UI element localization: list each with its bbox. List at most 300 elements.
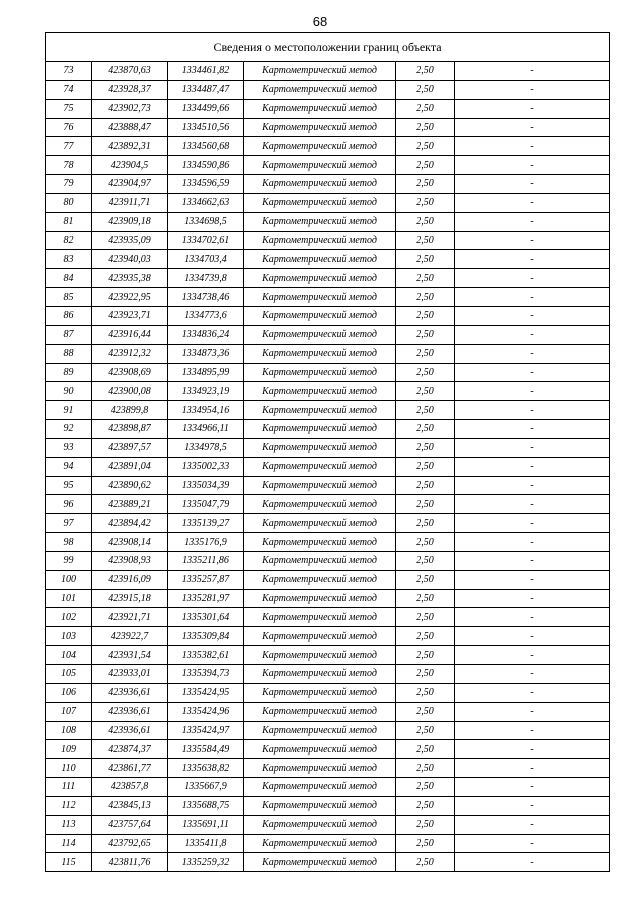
table-row <box>46 231 610 250</box>
description-cell: - <box>455 401 610 420</box>
y-coordinate-cell: 1335139,27 <box>168 514 244 533</box>
x-coordinate-cell: 423792,65 <box>92 834 168 853</box>
description-cell: - <box>455 288 610 307</box>
table-row <box>46 156 610 175</box>
point-number-cell: 94 <box>46 457 92 476</box>
point-number-cell: 106 <box>46 683 92 702</box>
accuracy-cell: 2,50 <box>396 250 455 269</box>
x-coordinate-cell: 423845,13 <box>92 796 168 815</box>
point-number-cell: 88 <box>46 344 92 363</box>
description-cell: - <box>455 344 610 363</box>
x-coordinate-cell: 423874,37 <box>92 740 168 759</box>
table-row <box>46 533 610 552</box>
point-number-cell: 90 <box>46 382 92 401</box>
y-coordinate-cell: 1334698,5 <box>168 212 244 231</box>
point-number-cell: 89 <box>46 363 92 382</box>
accuracy-cell: 2,50 <box>396 495 455 514</box>
description-cell: - <box>455 137 610 156</box>
description-cell: - <box>455 269 610 288</box>
point-number-cell: 96 <box>46 495 92 514</box>
y-coordinate-cell: 1334560,68 <box>168 137 244 156</box>
accuracy-cell: 2,50 <box>396 99 455 118</box>
point-number-cell: 100 <box>46 570 92 589</box>
description-cell: - <box>455 702 610 721</box>
accuracy-cell: 2,50 <box>396 156 455 175</box>
x-coordinate-cell: 423891,04 <box>92 457 168 476</box>
accuracy-cell: 2,50 <box>396 269 455 288</box>
description-cell: - <box>455 420 610 439</box>
x-coordinate-cell: 423908,93 <box>92 551 168 570</box>
y-coordinate-cell: 1335411,8 <box>168 834 244 853</box>
table-row <box>46 99 610 118</box>
y-coordinate-cell: 1334836,24 <box>168 325 244 344</box>
point-number-cell: 74 <box>46 80 92 99</box>
table-row <box>46 514 610 533</box>
method-cell: Картометрический метод <box>244 344 396 363</box>
y-coordinate-cell: 1334873,36 <box>168 344 244 363</box>
point-number-cell: 81 <box>46 212 92 231</box>
method-cell: Картометрический метод <box>244 62 396 81</box>
method-cell: Картометрический метод <box>244 476 396 495</box>
method-cell: Картометрический метод <box>244 721 396 740</box>
accuracy-cell: 2,50 <box>396 193 455 212</box>
accuracy-cell: 2,50 <box>396 118 455 137</box>
y-coordinate-cell: 1334966,11 <box>168 420 244 439</box>
accuracy-cell: 2,50 <box>396 438 455 457</box>
y-coordinate-cell: 1334703,4 <box>168 250 244 269</box>
method-cell: Картометрический метод <box>244 514 396 533</box>
y-coordinate-cell: 1335424,95 <box>168 683 244 702</box>
description-cell: - <box>455 457 610 476</box>
x-coordinate-cell: 423892,31 <box>92 137 168 156</box>
description-cell: - <box>455 570 610 589</box>
accuracy-cell: 2,50 <box>396 702 455 721</box>
y-coordinate-cell: 1335047,79 <box>168 495 244 514</box>
table-row <box>46 382 610 401</box>
description-cell: - <box>455 156 610 175</box>
table-row <box>46 80 610 99</box>
y-coordinate-cell: 1335281,97 <box>168 589 244 608</box>
description-cell: - <box>455 683 610 702</box>
x-coordinate-cell: 423922,7 <box>92 627 168 646</box>
point-number-cell: 95 <box>46 476 92 495</box>
point-number-cell: 111 <box>46 778 92 797</box>
accuracy-cell: 2,50 <box>396 683 455 702</box>
x-coordinate-cell: 423897,57 <box>92 438 168 457</box>
x-coordinate-cell: 423857,8 <box>92 778 168 797</box>
table-row <box>46 62 610 81</box>
method-cell: Картометрический метод <box>244 438 396 457</box>
method-cell: Картометрический метод <box>244 420 396 439</box>
description-cell: - <box>455 796 610 815</box>
table-body <box>46 33 610 872</box>
y-coordinate-cell: 1334895,99 <box>168 363 244 382</box>
description-cell: - <box>455 382 610 401</box>
table-title-row <box>46 33 610 62</box>
accuracy-cell: 2,50 <box>396 740 455 759</box>
x-coordinate-cell: 423916,44 <box>92 325 168 344</box>
method-cell: Картометрический метод <box>244 288 396 307</box>
y-coordinate-cell: 1335211,86 <box>168 551 244 570</box>
point-number-cell: 99 <box>46 551 92 570</box>
method-cell: Картометрический метод <box>244 740 396 759</box>
method-cell: Картометрический метод <box>244 608 396 627</box>
description-cell: - <box>455 212 610 231</box>
accuracy-cell: 2,50 <box>396 759 455 778</box>
x-coordinate-cell: 423916,09 <box>92 570 168 589</box>
table-row <box>46 551 610 570</box>
point-number-cell: 92 <box>46 420 92 439</box>
method-cell: Картометрический метод <box>244 382 396 401</box>
accuracy-cell: 2,50 <box>396 853 455 872</box>
y-coordinate-cell: 1335257,87 <box>168 570 244 589</box>
table-row <box>46 363 610 382</box>
y-coordinate-cell: 1335259,32 <box>168 853 244 872</box>
accuracy-cell: 2,50 <box>396 382 455 401</box>
description-cell: - <box>455 551 610 570</box>
table-row <box>46 250 610 269</box>
y-coordinate-cell: 1335424,97 <box>168 721 244 740</box>
point-number-cell: 113 <box>46 815 92 834</box>
method-cell: Картометрический метод <box>244 80 396 99</box>
point-number-cell: 80 <box>46 193 92 212</box>
table-row <box>46 759 610 778</box>
point-number-cell: 101 <box>46 589 92 608</box>
method-cell: Картометрический метод <box>244 175 396 194</box>
point-number-cell: 104 <box>46 646 92 665</box>
x-coordinate-cell: 423900,08 <box>92 382 168 401</box>
description-cell: - <box>455 231 610 250</box>
description-cell: - <box>455 175 610 194</box>
table-row <box>46 401 610 420</box>
description-cell: - <box>455 665 610 684</box>
method-cell: Картометрический метод <box>244 457 396 476</box>
description-cell: - <box>455 363 610 382</box>
accuracy-cell: 2,50 <box>396 589 455 608</box>
y-coordinate-cell: 1335691,11 <box>168 815 244 834</box>
method-cell: Картометрический метод <box>244 306 396 325</box>
table-row <box>46 495 610 514</box>
accuracy-cell: 2,50 <box>396 514 455 533</box>
point-number-cell: 78 <box>46 156 92 175</box>
point-number-cell: 85 <box>46 288 92 307</box>
table-row <box>46 118 610 137</box>
y-coordinate-cell: 1334590,86 <box>168 156 244 175</box>
method-cell: Картометрический метод <box>244 589 396 608</box>
accuracy-cell: 2,50 <box>396 646 455 665</box>
accuracy-cell: 2,50 <box>396 212 455 231</box>
point-number-cell: 112 <box>46 796 92 815</box>
table-row <box>46 476 610 495</box>
point-number-cell: 73 <box>46 62 92 81</box>
table-row <box>46 796 610 815</box>
point-number-cell: 108 <box>46 721 92 740</box>
description-cell: - <box>455 438 610 457</box>
table-row <box>46 834 610 853</box>
description-cell: - <box>455 533 610 552</box>
accuracy-cell: 2,50 <box>396 420 455 439</box>
accuracy-cell: 2,50 <box>396 401 455 420</box>
method-cell: Картометрический метод <box>244 193 396 212</box>
y-coordinate-cell: 1335002,33 <box>168 457 244 476</box>
point-number-cell: 114 <box>46 834 92 853</box>
method-cell: Картометрический метод <box>244 853 396 872</box>
method-cell: Картометрический метод <box>244 646 396 665</box>
method-cell: Картометрический метод <box>244 137 396 156</box>
description-cell: - <box>455 62 610 81</box>
point-number-cell: 82 <box>46 231 92 250</box>
table-row <box>46 721 610 740</box>
accuracy-cell: 2,50 <box>396 62 455 81</box>
point-number-cell: 91 <box>46 401 92 420</box>
x-coordinate-cell: 423757,64 <box>92 815 168 834</box>
method-cell: Картометрический метод <box>244 778 396 797</box>
y-coordinate-cell: 1335688,75 <box>168 796 244 815</box>
point-number-cell: 115 <box>46 853 92 872</box>
method-cell: Картометрический метод <box>244 834 396 853</box>
x-coordinate-cell: 423890,62 <box>92 476 168 495</box>
method-cell: Картометрический метод <box>244 702 396 721</box>
accuracy-cell: 2,50 <box>396 306 455 325</box>
point-number-cell: 76 <box>46 118 92 137</box>
description-cell: - <box>455 815 610 834</box>
y-coordinate-cell: 1334954,16 <box>168 401 244 420</box>
point-number-cell: 103 <box>46 627 92 646</box>
x-coordinate-cell: 423888,47 <box>92 118 168 137</box>
y-coordinate-cell: 1334738,46 <box>168 288 244 307</box>
description-cell: - <box>455 118 610 137</box>
description-cell: - <box>455 834 610 853</box>
description-cell: - <box>455 853 610 872</box>
method-cell: Картометрический метод <box>244 570 396 589</box>
accuracy-cell: 2,50 <box>396 627 455 646</box>
method-cell: Картометрический метод <box>244 401 396 420</box>
accuracy-cell: 2,50 <box>396 815 455 834</box>
point-number-cell: 97 <box>46 514 92 533</box>
table-row <box>46 646 610 665</box>
method-cell: Картометрический метод <box>244 796 396 815</box>
x-coordinate-cell: 423922,95 <box>92 288 168 307</box>
accuracy-cell: 2,50 <box>396 533 455 552</box>
x-coordinate-cell: 423870,63 <box>92 62 168 81</box>
method-cell: Картометрический метод <box>244 683 396 702</box>
accuracy-cell: 2,50 <box>396 665 455 684</box>
table-row <box>46 269 610 288</box>
table-row <box>46 288 610 307</box>
table-row <box>46 137 610 156</box>
point-number-cell: 93 <box>46 438 92 457</box>
point-number-cell: 87 <box>46 325 92 344</box>
table-row <box>46 175 610 194</box>
y-coordinate-cell: 1335638,82 <box>168 759 244 778</box>
table-row <box>46 627 610 646</box>
x-coordinate-cell: 423935,09 <box>92 231 168 250</box>
x-coordinate-cell: 423940,03 <box>92 250 168 269</box>
method-cell: Картометрический метод <box>244 551 396 570</box>
y-coordinate-cell: 1335394,73 <box>168 665 244 684</box>
point-number-cell: 84 <box>46 269 92 288</box>
point-number-cell: 107 <box>46 702 92 721</box>
point-number-cell: 79 <box>46 175 92 194</box>
x-coordinate-cell: 423911,71 <box>92 193 168 212</box>
point-number-cell: 83 <box>46 250 92 269</box>
method-cell: Картометрический метод <box>244 231 396 250</box>
x-coordinate-cell: 423915,18 <box>92 589 168 608</box>
table-row <box>46 457 610 476</box>
y-coordinate-cell: 1334923,19 <box>168 382 244 401</box>
description-cell: - <box>455 778 610 797</box>
x-coordinate-cell: 423902,73 <box>92 99 168 118</box>
table-row <box>46 438 610 457</box>
description-cell: - <box>455 740 610 759</box>
point-number-cell: 109 <box>46 740 92 759</box>
x-coordinate-cell: 423936,61 <box>92 721 168 740</box>
point-number-cell: 98 <box>46 533 92 552</box>
point-number-cell: 86 <box>46 306 92 325</box>
method-cell: Картометрический метод <box>244 759 396 778</box>
description-cell: - <box>455 306 610 325</box>
table-row <box>46 344 610 363</box>
x-coordinate-cell: 423933,01 <box>92 665 168 684</box>
y-coordinate-cell: 1334662,63 <box>168 193 244 212</box>
x-coordinate-cell: 423908,14 <box>92 533 168 552</box>
accuracy-cell: 2,50 <box>396 570 455 589</box>
table-row <box>46 420 610 439</box>
point-number-cell: 75 <box>46 99 92 118</box>
table-row <box>46 740 610 759</box>
table-row <box>46 778 610 797</box>
method-cell: Картометрический метод <box>244 363 396 382</box>
table-row <box>46 702 610 721</box>
x-coordinate-cell: 423904,5 <box>92 156 168 175</box>
description-cell: - <box>455 514 610 533</box>
accuracy-cell: 2,50 <box>396 476 455 495</box>
table-row <box>46 853 610 872</box>
method-cell: Картометрический метод <box>244 269 396 288</box>
y-coordinate-cell: 1334773,6 <box>168 306 244 325</box>
method-cell: Картометрический метод <box>244 325 396 344</box>
point-number-cell: 110 <box>46 759 92 778</box>
x-coordinate-cell: 423931,54 <box>92 646 168 665</box>
accuracy-cell: 2,50 <box>396 137 455 156</box>
accuracy-cell: 2,50 <box>396 231 455 250</box>
x-coordinate-cell: 423923,71 <box>92 306 168 325</box>
accuracy-cell: 2,50 <box>396 457 455 476</box>
table-row <box>46 193 610 212</box>
table-row <box>46 589 610 608</box>
x-coordinate-cell: 423899,8 <box>92 401 168 420</box>
x-coordinate-cell: 423921,71 <box>92 608 168 627</box>
y-coordinate-cell: 1334499,66 <box>168 99 244 118</box>
accuracy-cell: 2,50 <box>396 834 455 853</box>
x-coordinate-cell: 423936,61 <box>92 702 168 721</box>
method-cell: Картометрический метод <box>244 250 396 269</box>
table-title: Сведения о местоположении границ объекта <box>46 33 610 62</box>
x-coordinate-cell: 423889,21 <box>92 495 168 514</box>
y-coordinate-cell: 1335424,96 <box>168 702 244 721</box>
accuracy-cell: 2,50 <box>396 721 455 740</box>
y-coordinate-cell: 1335309,84 <box>168 627 244 646</box>
accuracy-cell: 2,50 <box>396 363 455 382</box>
method-cell: Картометрический метод <box>244 99 396 118</box>
y-coordinate-cell: 1334978,5 <box>168 438 244 457</box>
method-cell: Картометрический метод <box>244 212 396 231</box>
point-number-cell: 77 <box>46 137 92 156</box>
description-cell: - <box>455 325 610 344</box>
description-cell: - <box>455 250 610 269</box>
table-row <box>46 683 610 702</box>
y-coordinate-cell: 1334739,8 <box>168 269 244 288</box>
y-coordinate-cell: 1335584,49 <box>168 740 244 759</box>
table-row <box>46 570 610 589</box>
description-cell: - <box>455 476 610 495</box>
point-number-cell: 105 <box>46 665 92 684</box>
y-coordinate-cell: 1334487,47 <box>168 80 244 99</box>
x-coordinate-cell: 423909,18 <box>92 212 168 231</box>
y-coordinate-cell: 1335667,9 <box>168 778 244 797</box>
x-coordinate-cell: 423898,87 <box>92 420 168 439</box>
y-coordinate-cell: 1334596,59 <box>168 175 244 194</box>
description-cell: - <box>455 99 610 118</box>
accuracy-cell: 2,50 <box>396 778 455 797</box>
y-coordinate-cell: 1335382,61 <box>168 646 244 665</box>
x-coordinate-cell: 423935,38 <box>92 269 168 288</box>
x-coordinate-cell: 423928,37 <box>92 80 168 99</box>
accuracy-cell: 2,50 <box>396 80 455 99</box>
point-number-cell: 102 <box>46 608 92 627</box>
x-coordinate-cell: 423936,61 <box>92 683 168 702</box>
description-cell: - <box>455 589 610 608</box>
table-row <box>46 608 610 627</box>
method-cell: Картометрический метод <box>244 533 396 552</box>
y-coordinate-cell: 1335301,64 <box>168 608 244 627</box>
method-cell: Картометрический метод <box>244 627 396 646</box>
x-coordinate-cell: 423861,77 <box>92 759 168 778</box>
x-coordinate-cell: 423904,97 <box>92 175 168 194</box>
x-coordinate-cell: 423811,76 <box>92 853 168 872</box>
table-row <box>46 212 610 231</box>
method-cell: Картометрический метод <box>244 156 396 175</box>
table-row <box>46 665 610 684</box>
description-cell: - <box>455 80 610 99</box>
description-cell: - <box>455 759 610 778</box>
method-cell: Картометрический метод <box>244 495 396 514</box>
accuracy-cell: 2,50 <box>396 551 455 570</box>
y-coordinate-cell: 1334510,56 <box>168 118 244 137</box>
accuracy-cell: 2,50 <box>396 175 455 194</box>
accuracy-cell: 2,50 <box>396 608 455 627</box>
description-cell: - <box>455 495 610 514</box>
description-cell: - <box>455 608 610 627</box>
y-coordinate-cell: 1335034,39 <box>168 476 244 495</box>
table-row <box>46 325 610 344</box>
y-coordinate-cell: 1334702,61 <box>168 231 244 250</box>
description-cell: - <box>455 627 610 646</box>
x-coordinate-cell: 423912,32 <box>92 344 168 363</box>
page-number: 68 <box>312 14 328 29</box>
table-row <box>46 815 610 834</box>
y-coordinate-cell: 1335176,9 <box>168 533 244 552</box>
method-cell: Картометрический метод <box>244 118 396 137</box>
table-row <box>46 306 610 325</box>
method-cell: Картометрический метод <box>244 815 396 834</box>
x-coordinate-cell: 423908,69 <box>92 363 168 382</box>
accuracy-cell: 2,50 <box>396 796 455 815</box>
description-cell: - <box>455 646 610 665</box>
description-cell: - <box>455 721 610 740</box>
accuracy-cell: 2,50 <box>396 325 455 344</box>
y-coordinate-cell: 1334461,82 <box>168 62 244 81</box>
